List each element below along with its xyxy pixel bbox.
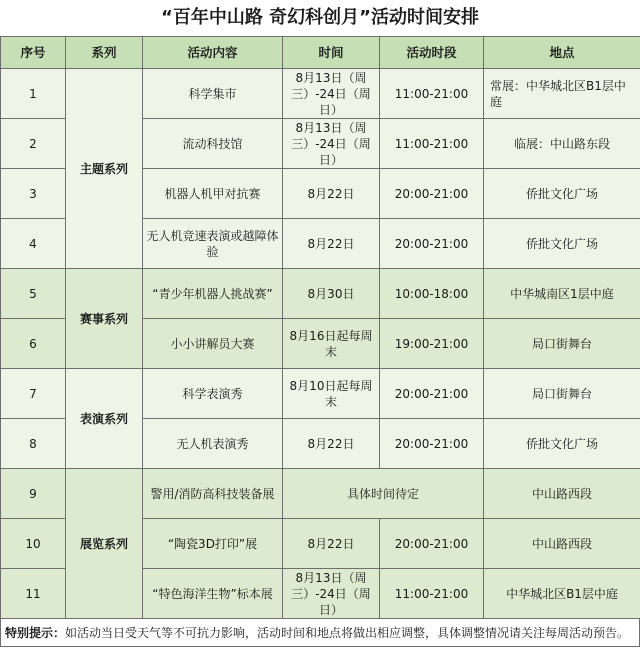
table-row (1, 369, 640, 419)
table-row (1, 69, 640, 119)
cell-no: 10 (1, 519, 66, 569)
cell-no: 9 (1, 469, 66, 519)
cell-slot: 11:00-21:00 (380, 119, 484, 169)
header-slot: 活动时段 (380, 37, 484, 69)
cell-slot: 20:00-21:00 (380, 219, 484, 269)
special-notice (0, 619, 640, 647)
cell-location: 侨批文化广场 (484, 169, 640, 219)
cell-time-span: 具体时间待定 (283, 469, 484, 519)
cell-location: 局口街舞台 (484, 369, 640, 419)
cell-activity: 小小讲解员大赛 (143, 319, 283, 369)
cell-activity: 机器人机甲对抗赛 (143, 169, 283, 219)
cell-slot: 10:00-18:00 (380, 269, 484, 319)
cell-time: 8月13日（周三）-24日（周日） (283, 69, 380, 119)
header-activity: 活动内容 (143, 37, 283, 69)
cell-no: 2 (1, 119, 66, 169)
cell-activity: 流动科技馆 (143, 119, 283, 169)
cell-time: 8月16日起每周末 (283, 319, 380, 369)
cell-time: 8月10日起每周末 (283, 369, 380, 419)
cell-slot: 20:00-21:00 (380, 369, 484, 419)
cell-slot: 11:00-21:00 (380, 69, 484, 119)
notice-label: 特别提示： (5, 626, 66, 640)
series-show: 表演系列 (66, 369, 143, 469)
cell-activity: “陶瓷3D打印”展 (143, 519, 283, 569)
series-exhibit: 展览系列 (66, 469, 143, 619)
header-location: 地点 (484, 37, 640, 69)
table-row (1, 469, 640, 519)
cell-time: 8月22日 (283, 419, 380, 469)
table-header-row (1, 37, 640, 69)
cell-activity: “特色海洋生物”标本展 (143, 569, 283, 619)
cell-activity: 科学集市 (143, 69, 283, 119)
cell-no: 11 (1, 569, 66, 619)
cell-slot: 20:00-21:00 (380, 169, 484, 219)
cell-location: 中华城北区B1层中庭 (484, 569, 640, 619)
page-title: “百年中山路 奇幻科创月”活动时间安排 (0, 0, 640, 36)
cell-slot: 20:00-21:00 (380, 419, 484, 469)
cell-slot: 20:00-21:00 (380, 519, 484, 569)
cell-location: 中山路西段 (484, 469, 640, 519)
cell-location: 常展：中华城北区B1层中庭 (484, 69, 640, 119)
cell-no: 3 (1, 169, 66, 219)
schedule-table (0, 36, 640, 619)
cell-location: 侨批文化广场 (484, 219, 640, 269)
cell-activity: 警用/消防高科技装备展 (143, 469, 283, 519)
header-series: 系列 (66, 37, 143, 69)
cell-location: 中华城南区1层中庭 (484, 269, 640, 319)
cell-location: 侨批文化广场 (484, 419, 640, 469)
cell-slot: 19:00-21:00 (380, 319, 484, 369)
cell-no: 4 (1, 219, 66, 269)
cell-location: 局口街舞台 (484, 319, 640, 369)
cell-location: 中山路西段 (484, 519, 640, 569)
cell-time: 8月13日（周三）-24日（周日） (283, 119, 380, 169)
notice-text: 如活动当日受天气等不可抗力影响，活动时间和地点将做出相应调整，具体调整情况请关注每周活动预告。 (65, 626, 630, 640)
cell-activity: 无人机表演秀 (143, 419, 283, 469)
cell-no: 7 (1, 369, 66, 419)
cell-no: 1 (1, 69, 66, 119)
cell-time: 8月22日 (283, 219, 380, 269)
cell-activity: “青少年机器人挑战赛” (143, 269, 283, 319)
header-time: 时间 (283, 37, 380, 69)
cell-no: 6 (1, 319, 66, 369)
table-row (1, 269, 640, 319)
header-no: 序号 (1, 37, 66, 69)
cell-slot: 11:00-21:00 (380, 569, 484, 619)
cell-no: 8 (1, 419, 66, 469)
series-theme: 主题系列 (66, 69, 143, 269)
cell-location: 临展：中山路东段 (484, 119, 640, 169)
cell-time: 8月30日 (283, 269, 380, 319)
cell-time: 8月22日 (283, 169, 380, 219)
cell-time: 8月13日（周三）-24日（周日） (283, 569, 380, 619)
cell-activity: 科学表演秀 (143, 369, 283, 419)
cell-no: 5 (1, 269, 66, 319)
cell-activity: 无人机竞速表演或越障体验 (143, 219, 283, 269)
cell-time: 8月22日 (283, 519, 380, 569)
series-contest: 赛事系列 (66, 269, 143, 369)
